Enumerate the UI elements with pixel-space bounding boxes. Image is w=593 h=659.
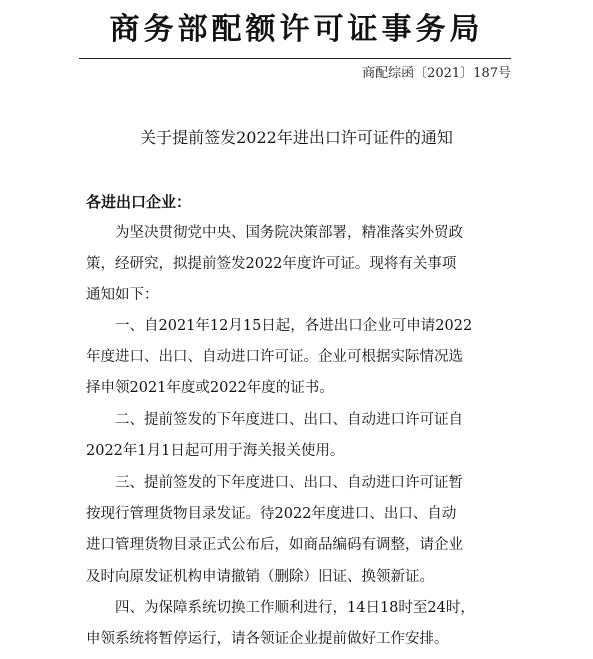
paragraph-item-1 (86, 311, 506, 405)
salutation: 各进出口企业： (86, 193, 192, 211)
paragraph-line: 三、提前签发的下年度进口、出口、自动进口许可证暂 (115, 475, 463, 491)
paragraph-item-2 (86, 405, 506, 467)
paragraph-line: 年度进口、出口、自动进口许可证。企业可根据实际情况选 (86, 349, 463, 366)
document-number: 商配综函〔2021〕187号 (362, 66, 511, 81)
paragraph-line: 进口管理货物目录正式公布后，如商品编码有调整，请企业 (86, 537, 463, 554)
paragraph-item-4 (86, 593, 506, 655)
paragraph-line: 及时向原发证机构申请撤销（删除）旧证、换领新证。 (86, 568, 434, 585)
issuing-authority-title: 商务部配额许可证事务局 (109, 12, 484, 47)
header-divider (79, 58, 511, 59)
paragraph-line: 为坚决贯彻党中央、国务院决策部署，精准落实外贸政 (115, 225, 463, 241)
paragraph-line: 按现行管理货物目录发证。待2022年度进口、出口、自动 (86, 506, 457, 523)
paragraph-line: 一、自2021年12月15日起，各进出口企业可申请2022 (115, 318, 473, 334)
paragraph-line: 申领系统将暂停运行，请各领证企业提前做好工作安排。 (86, 631, 449, 648)
paragraph-line: 策，经研究，拟提前签发2022年度许可证。现将有关事项 (86, 256, 457, 273)
notice-title: 关于提前签发2022年进出口许可证件的通知 (140, 128, 453, 147)
paragraph-intro (86, 218, 506, 312)
paragraph-line: 四、为保障系统切换工作顺利进行，14日18时至24时， (115, 600, 475, 616)
paragraph-line: 通知如下： (86, 287, 159, 304)
paragraph-line: 2022年1月1日起可用于海关报关使用。 (86, 443, 345, 460)
paragraph-line: 择申领2021年度或2022年度的证书。 (86, 380, 334, 397)
paragraph-line: 二、提前签发的下年度进口、出口、自动进口许可证自 (115, 412, 463, 428)
paragraph-item-3 (86, 468, 506, 593)
